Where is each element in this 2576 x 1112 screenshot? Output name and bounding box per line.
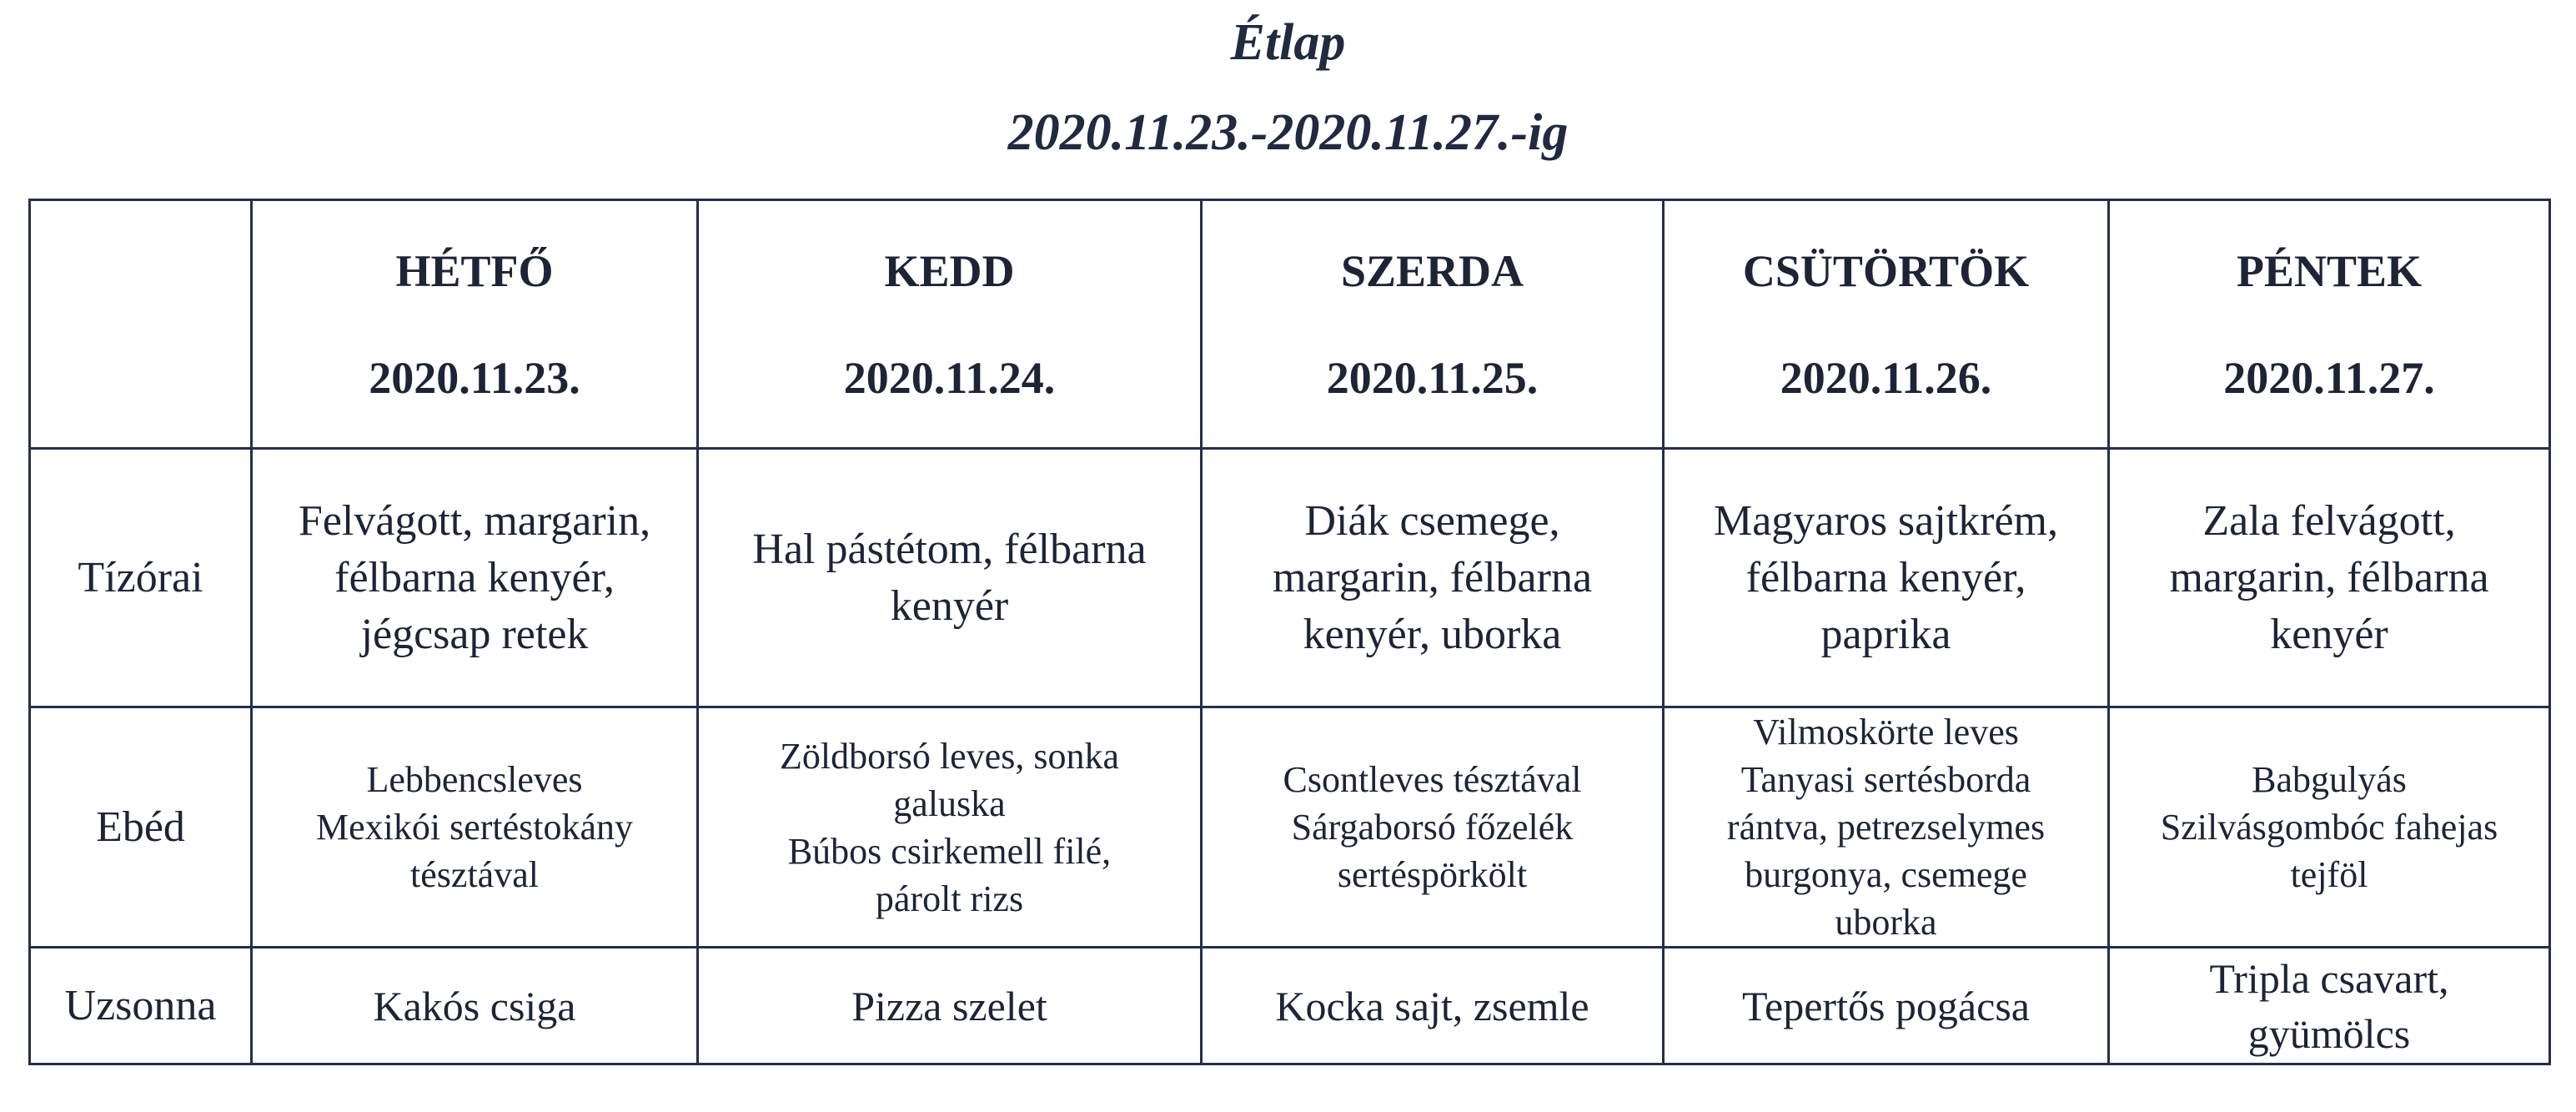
day-name: KEDD — [884, 245, 1015, 296]
row-label-ebed: Ebéd — [30, 707, 252, 948]
tizorai-cell-tuesday: Hal pástétom, félbarna kenyér — [698, 449, 1202, 707]
tizorai-cell-friday: Zala felvágott, margarin, félbarna kenyér — [2109, 449, 2550, 707]
uzsonna-cell-tuesday: Pizza szelet — [698, 948, 1202, 1064]
tizorai-cell-wednesday: Diák csemege, margarin, félbarna kenyér, uborka — [1202, 449, 1664, 707]
day-header-thursday — [1664, 200, 2109, 449]
ebed-cell-monday: Lebbencsleves Mexikói sertéstokány tésztával — [252, 707, 698, 948]
day-date: 2020.11.27. — [2223, 352, 2435, 403]
day-date: 2020.11.25. — [1326, 352, 1539, 403]
day-date: 2020.11.23. — [369, 352, 580, 403]
page-title: Étlap — [1230, 14, 1346, 71]
day-name: HÉTFŐ — [395, 245, 554, 296]
header-row — [30, 200, 2550, 449]
uzsonna-cell-wednesday: Kocka sajt, zsemle — [1202, 948, 1664, 1064]
day-name: CSÜTÖRTÖK — [1742, 245, 2030, 296]
ebed-row — [30, 707, 2550, 948]
row-label-uzsonna: Uzsonna — [30, 948, 252, 1064]
tizorai-row — [30, 449, 2550, 707]
day-date: 2020.11.24. — [843, 352, 1056, 403]
menu-table — [28, 199, 2551, 1065]
tizorai-cell-monday: Felvágott, margarin, félbarna kenyér, jégcsap retek — [252, 449, 698, 707]
day-header-tuesday — [698, 200, 1202, 449]
uzsonna-row — [30, 948, 2550, 1064]
day-header-monday — [252, 200, 698, 449]
uzsonna-cell-monday: Kakós csiga — [252, 948, 698, 1064]
date-range-subtitle: 2020.11.23.-2020.11.27.-ig — [1007, 104, 1569, 161]
ebed-cell-friday: Babgulyás Szilvásgombóc fahejas tejföl — [2109, 707, 2550, 948]
uzsonna-cell-thursday: Tepertős pogácsa — [1664, 948, 2109, 1064]
day-date: 2020.11.26. — [1780, 352, 1992, 403]
corner-cell — [30, 200, 252, 449]
tizorai-cell-thursday: Magyaros sajtkrém, félbarna kenyér, paprika — [1664, 449, 2109, 707]
day-name: PÉNTEK — [2236, 245, 2423, 296]
uzsonna-cell-friday: Tripla csavart, gyümölcs — [2109, 948, 2550, 1064]
day-header-wednesday — [1202, 200, 1664, 449]
ebed-cell-thursday: Vilmoskörte leves Tanyasi sertésborda rántva, petrezselymes burgonya, csemege uborka — [1664, 707, 2109, 948]
day-name: SZERDA — [1340, 245, 1524, 296]
row-label-tizorai: Tízórai — [30, 449, 252, 707]
ebed-cell-wednesday: Csontleves tésztával Sárgaborsó főzelék sertéspörkölt — [1202, 707, 1664, 948]
ebed-cell-tuesday: Zöldborsó leves, sonka galuska Búbos csirkemell filé, párolt rizs — [698, 707, 1202, 948]
day-header-friday — [2109, 200, 2550, 449]
